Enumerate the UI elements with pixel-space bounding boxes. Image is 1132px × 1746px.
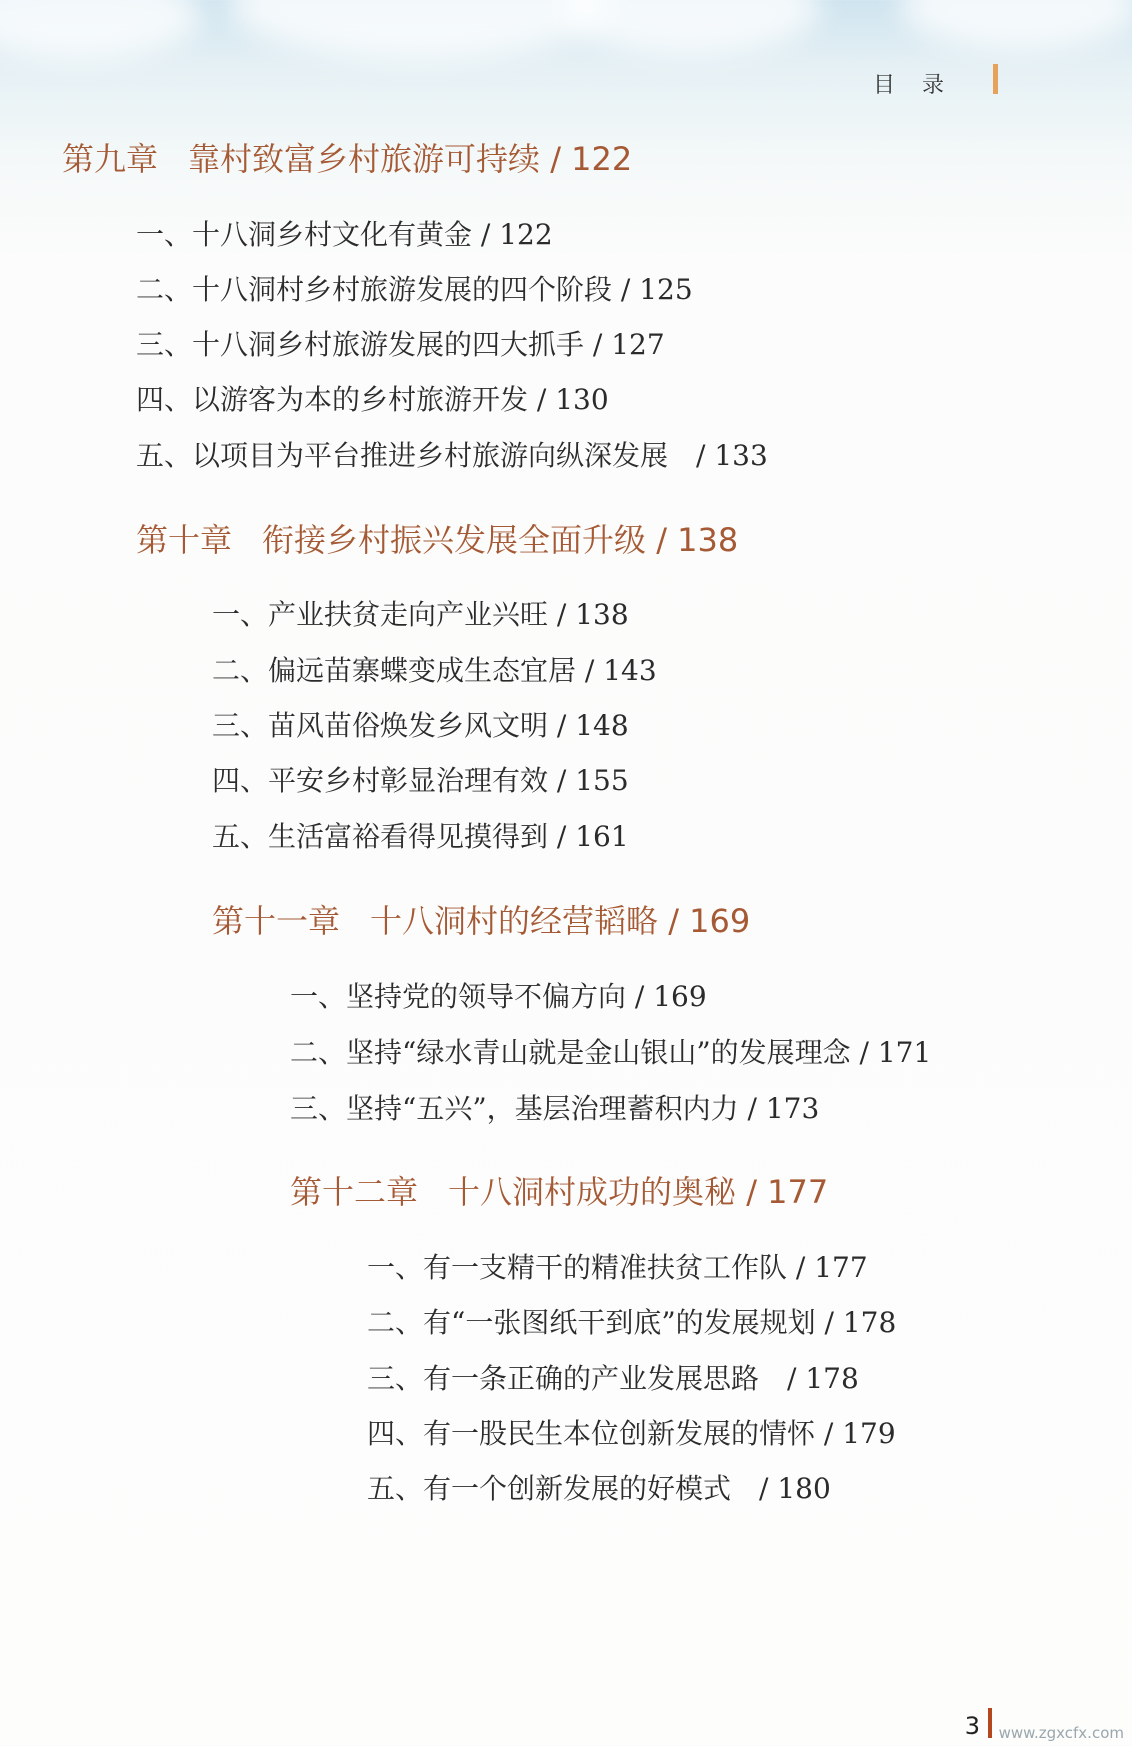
chapter-label: 第十二章 — [290, 1173, 419, 1211]
cloud-decoration — [230, 0, 610, 60]
chapter-heading[interactable] — [212, 896, 750, 942]
chapter-heading[interactable] — [290, 1167, 828, 1213]
page-number: 3 — [964, 1712, 980, 1740]
toc-entry[interactable]: 三、十八洞乡村旅游发展的四大抓手 / 127 — [136, 328, 665, 361]
toc-entry[interactable]: 三、有一条正确的产业发展思路 / 178 — [367, 1362, 859, 1395]
toc-entry[interactable]: 四、平安乡村彰显治理有效 / 155 — [212, 764, 629, 797]
watermark: www.zgxcfx.com — [998, 1724, 1124, 1742]
chapter-title: 十八洞村成功的奥秘 / 177 — [448, 1173, 829, 1211]
cloud-decoration — [0, 0, 200, 60]
toc-entry[interactable]: 五、生活富裕看得见摸得到 / 161 — [212, 820, 629, 853]
toc-entry[interactable]: 五、有一个创新发展的好模式 / 180 — [367, 1472, 831, 1505]
toc-entry[interactable]: 二、偏远苗寨蝶变成生态宜居 / 143 — [212, 654, 657, 687]
chapter-heading[interactable] — [136, 515, 738, 561]
toc-entry[interactable]: 二、坚持“绿水青山就是金山银山”的发展理念 / 171 — [290, 1036, 932, 1069]
toc-entry[interactable]: 二、有“一张图纸干到底”的发展规划 / 178 — [367, 1306, 897, 1339]
header-accent-bar — [993, 64, 998, 94]
toc-entry[interactable]: 三、苗风苗俗焕发乡风文明 / 148 — [212, 709, 629, 742]
toc-entry[interactable]: 一、产业扶贫走向产业兴旺 / 138 — [212, 598, 629, 631]
chapter-label: 第十一章 — [212, 902, 341, 940]
toc-entry[interactable]: 四、以游客为本的乡村旅游开发 / 130 — [136, 383, 609, 416]
toc-entry[interactable]: 二、十八洞村乡村旅游发展的四个阶段 / 125 — [136, 273, 693, 306]
toc-entry[interactable]: 一、十八洞乡村文化有黄金 / 122 — [136, 218, 553, 251]
chapter-title: 十八洞村的经营韬略 / 169 — [370, 902, 751, 940]
toc-entry[interactable]: 四、有一股民生本位创新发展的情怀 / 179 — [367, 1417, 896, 1450]
toc-entry[interactable]: 三、坚持“五兴”，基层治理蓄积内力 / 173 — [290, 1092, 820, 1125]
chapter-title: 靠村致富乡村旅游可持续 / 122 — [188, 140, 633, 178]
toc-entry[interactable]: 一、有一支精干的精准扶贫工作队 / 177 — [367, 1251, 868, 1284]
chapter-label: 第十章 — [136, 521, 233, 559]
page-header: 目 录 — [873, 73, 954, 98]
chapter-title: 衔接乡村振兴发展全面升级 / 138 — [262, 521, 739, 559]
toc-entry[interactable]: 一、坚持党的领导不偏方向 / 169 — [290, 980, 707, 1013]
cloud-decoration — [560, 0, 820, 55]
chapter-label: 第九章 — [62, 140, 159, 178]
toc-entry[interactable]: 五、以项目为平台推进乡村旅游向纵深发展 / 133 — [136, 439, 768, 472]
chapter-heading[interactable] — [62, 134, 632, 180]
footer-accent-bar — [988, 1708, 992, 1738]
cloud-decoration — [900, 0, 1132, 50]
